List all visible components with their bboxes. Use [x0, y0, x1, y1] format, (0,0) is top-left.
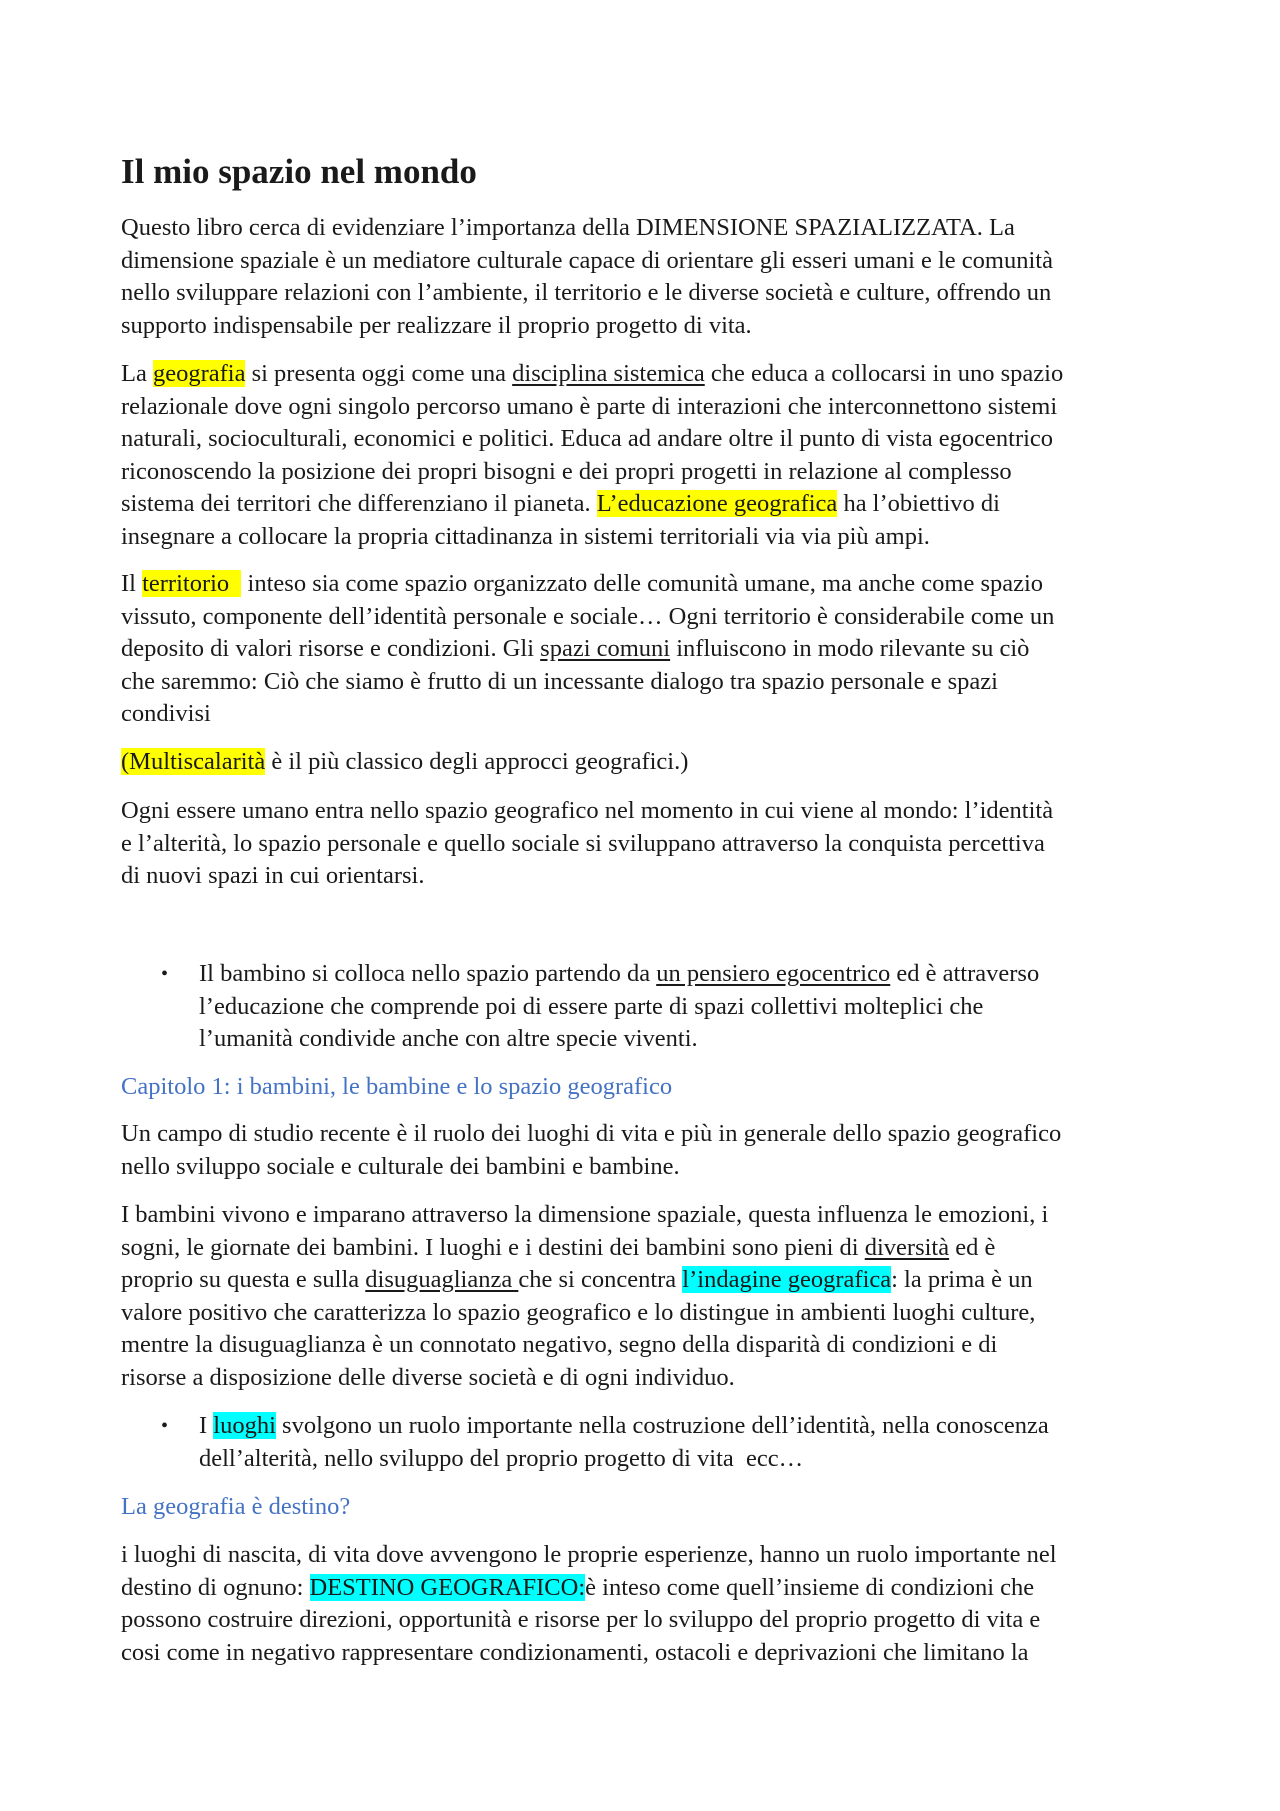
text-run: deposito di valori risorse e condizioni. Gli: [121, 635, 541, 662]
text-line: [121, 488, 1063, 521]
text-run: che educa a collocarsi in uno spazio: [704, 360, 1064, 387]
text-line: dimensione spaziale è un mediatore culturale capace di orientare gli esseri umani e le comunità: [121, 246, 1053, 274]
text-line: i luoghi di nascita, di vita dove avvengono le proprie esperienze, hanno un ruolo importante nel: [121, 1541, 1057, 1568]
highlight-luoghi: luoghi: [213, 1412, 276, 1439]
text-line: riconoscendo la posizione dei propri bisogni e dei propri progetti in relazione al complesso: [121, 457, 1012, 485]
text-line: dell’alterità, nello sviluppo del proprio progetto di vita ecc…: [199, 1444, 804, 1472]
paragraph-destino: [121, 1539, 1057, 1669]
bullet-icon: •: [161, 963, 169, 985]
underline-spazi-comuni: spazi comuni: [540, 635, 671, 662]
text-run: svolgono un ruolo importante nella costruzione dell’identità, nella conoscenza: [275, 1412, 1049, 1439]
text-line: [199, 1410, 1049, 1443]
text-run: sistema dei territori che differenziano il pianeta.: [121, 490, 597, 517]
text-line: Questo libro cerca di evidenziare l’importanza della DIMENSIONE SPAZIALIZZATA. La: [121, 214, 1015, 241]
text-line: insegnare a collocare la propria cittadinanza in sistemi territoriali via via più ampi.: [121, 522, 930, 550]
underline-pensiero-egocentrico: un pensiero egocentrico: [656, 960, 891, 987]
text-run: : la prima è un: [891, 1266, 1033, 1293]
underline-disciplina-sistemica: disciplina sistemica: [512, 360, 705, 387]
text-run: è inteso come quell’insieme di condizioni che: [585, 1573, 1035, 1601]
text-line: [121, 1572, 1057, 1605]
text-line: [121, 633, 1054, 666]
text-run: influiscono in modo rilevante su ciò: [670, 635, 1030, 662]
text-run: I: [199, 1412, 214, 1439]
paragraph-campo-studio: [121, 1118, 1061, 1183]
highlight-destino-geografico: DESTINO GEOGRAFICO:: [309, 1573, 586, 1601]
paragraph-geografia: [121, 358, 1063, 553]
text-line: mentre la disuguaglianza è un connotato negativo, segno della disparità di condizioni e di: [121, 1331, 998, 1358]
chapter-heading: Capitolo 1: i bambini, le bambine e lo spazio geografico: [121, 1073, 673, 1100]
text-line: Ogni essere umano entra nello spazio geografico nel momento in cui viene al mondo: l’identità: [121, 797, 1054, 824]
text-run: ed è: [949, 1233, 996, 1261]
paragraph-territorio: [121, 568, 1054, 731]
highlight-educazione-geografica: L’educazione geografica: [596, 490, 838, 517]
text-line: supporto indispensabile per realizzare il proprio progetto di vita.: [121, 311, 752, 339]
text-line: nello sviluppo sociale e culturale dei bambini e bambine.: [121, 1152, 680, 1180]
text-run: inteso sia come spazio organizzato delle comunità umane, ma anche come spazio: [241, 570, 1044, 597]
text-line: valore positivo che caratterizza lo spazio geografico e lo distingue in ambienti luoghi culture,: [121, 1298, 1036, 1326]
text-line: che saremmo: Ciò che siamo è frutto di un incessante dialogo tra spazio personale e spazi: [121, 667, 998, 695]
text-line: [121, 1264, 1048, 1297]
bullet-item-bambino: [199, 958, 1039, 1056]
highlight-multiscalarita: (Multiscalarità: [121, 748, 266, 775]
text-line: cosi come in negativo rappresentare condizionamenti, ostacoli e deprivazioni che limitano la: [121, 1638, 1029, 1666]
text-run: si presenta oggi come una: [245, 360, 513, 387]
text-run: Il: [121, 570, 143, 597]
paragraph-intro: [121, 212, 1053, 342]
text-line: e l’alterità, lo spazio personale e quello sociale si sviluppano attraverso la conquista percettiva: [121, 829, 1045, 857]
highlight-geografia: geografia: [152, 360, 246, 387]
text-line: l’umanità condivide anche con altre specie viventi.: [199, 1025, 698, 1052]
text-line: possono costruire direzioni, opportunità e risorse per lo sviluppo del proprio progetto di vita e: [121, 1606, 1041, 1633]
text-line: I bambini vivono e imparano attraverso la dimensione spaziale, questa influenza le emozioni, i: [121, 1201, 1049, 1228]
text-run: Il bambino si colloca nello spazio partendo da: [199, 960, 657, 987]
section-heading: La geografia è destino?: [121, 1493, 351, 1520]
text-line: l’educazione che comprende poi di essere parte di spazi collettivi molteplici che: [199, 992, 984, 1020]
text-line: vissuto, componente dell’identità personale e sociale… Ogni territorio è considerabile come un: [121, 602, 1055, 630]
text-run: ed è attraverso: [890, 960, 1040, 987]
text-run: proprio su questa e sulla: [121, 1266, 366, 1293]
text-line: [121, 1232, 1048, 1265]
text-line: [199, 958, 1039, 991]
text-line: [121, 358, 1063, 391]
page-title: Il mio spazio nel mondo: [121, 152, 477, 191]
text-line: naturali, socioculturali, economici e politici. Educa ad andare oltre il punto di vista egocentrico: [121, 425, 1054, 452]
text-line: [121, 568, 1054, 601]
underline-diversita: diversità: [864, 1233, 950, 1261]
text-run: ha l’obiettivo di: [837, 490, 1000, 517]
paragraph-essere-umano: [121, 795, 1053, 893]
text-run: La: [121, 360, 153, 387]
bullet-icon: •: [161, 1415, 169, 1437]
text-run: è il più classico degli approcci geografici.): [265, 748, 689, 775]
text-line: di nuovi spazi in cui orientarsi.: [121, 862, 425, 889]
text-line: relazionale dove ogni singolo percorso umano è parte di interazioni che interconnettono sistemi: [121, 392, 1058, 420]
text-line: nello sviluppare relazioni con l’ambiente, il territorio e le diverse società e culture, offrendo un: [121, 279, 1052, 306]
underline-disuguaglianza: disuguaglianza: [365, 1266, 519, 1293]
text-run: che si concentra: [518, 1266, 683, 1293]
bullet-item-luoghi: [199, 1410, 1049, 1475]
paragraph-bambini-vivono: [121, 1199, 1048, 1394]
highlight-indagine-geografica: l’indagine geografica: [682, 1266, 892, 1293]
highlight-territorio: territorio: [142, 570, 242, 597]
paragraph-multiscalarita: [121, 746, 688, 779]
text-line: risorse a disposizione delle diverse società e di ogni individuo.: [121, 1363, 735, 1391]
text-run: sogni, le giornate dei bambini. I luoghi e i destini dei bambini sono pieni di: [121, 1233, 865, 1261]
text-line: condivisi: [121, 700, 211, 727]
text-run: destino di ognuno:: [121, 1573, 310, 1601]
text-line: [121, 746, 688, 779]
text-line: Un campo di studio recente è il ruolo dei luoghi di vita e più in generale dello spazio geografico: [121, 1120, 1062, 1147]
